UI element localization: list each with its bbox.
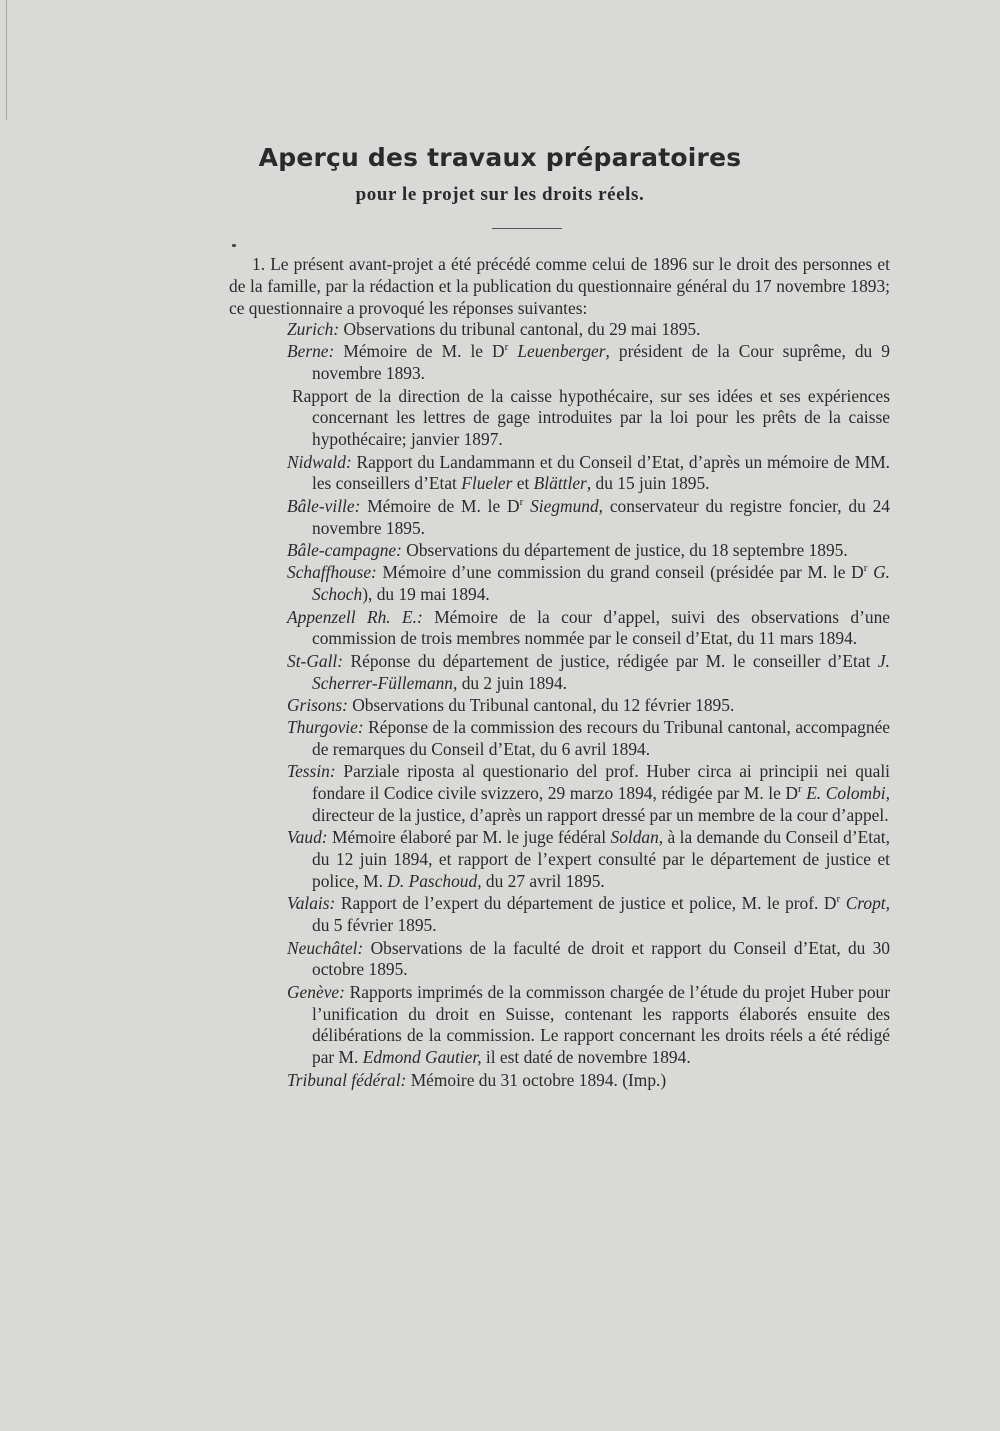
responses-list (287, 319, 890, 1092)
entry-text: Rapport du Landammann et du Conseil d’Etat, d’après un mémoire de MM. les conseillers d’Etat (312, 451, 891, 494)
canton-label: Neuchâtel: (287, 937, 364, 958)
entry-text: Mémoire d’une commission du grand conseil (présidée par M. le D (382, 562, 864, 583)
canton-label: Nidwald: (287, 451, 352, 472)
entry-text: directeur de la justice, d’après un rapport dressé par un membre de la cour d’appel. (312, 805, 889, 826)
entry-text (508, 341, 517, 361)
canton-label: Valais: (287, 893, 336, 914)
entry-text: Observations du tribunal cantonal, du 29 mai 1895. (343, 319, 701, 339)
person-name: J. Scherrer-Füllemann, (312, 650, 890, 693)
response-entry (287, 540, 890, 562)
response-entry (287, 893, 890, 937)
entry-text: Réponse du département de justice, rédigée par M. le conseiller d’Etat (350, 650, 878, 671)
entry-text: , du 15 juin 1895. (586, 473, 710, 494)
document-title: Aperçu des travaux préparatoires (258, 143, 742, 172)
response-entry (287, 717, 890, 761)
entry-text: il est daté de novembre 1894. (481, 1047, 691, 1068)
entry-text: Parziale riposta al questionario del prof. Huber circa ai principii nei quali fondare il Codice civile svizzero, 29 marzo 1894, rédigée par M. le D (312, 761, 890, 804)
entry-text: Mémoire de M. le D (367, 495, 520, 516)
canton-label: Appenzell Rh. E.: (287, 606, 423, 627)
print-speck (232, 244, 236, 247)
person-name: E. Colombi, (806, 783, 890, 804)
canton-label: Schaffhouse: (287, 562, 377, 583)
canton-label: Zurich: (287, 319, 340, 339)
entry-text: ), du 19 mai 1894. (362, 584, 490, 605)
entry-text: à la demande du Conseil d’Etat, du 12 juin 1894, et rapport de l’expert consulté par le département de justice et police, M. (312, 827, 890, 892)
page-edge-mark (6, 0, 7, 120)
person-name: Leuenberger (517, 341, 606, 362)
response-entry (287, 1070, 890, 1092)
title-divider (492, 228, 562, 229)
response-entry (287, 982, 890, 1069)
entry-text: du 2 juin 1894. (457, 672, 568, 693)
entry-text: Observations du département de justice, du 18 septembre 1895. (406, 539, 848, 560)
canton-label: Bâle-ville: (287, 495, 361, 516)
canton-label: Berne: (287, 341, 335, 362)
document-subtitle: pour le projet sur les droits réels. (355, 184, 645, 205)
entry-text: Observations de la faculté de droit et rapport du Conseil d’Etat, du 30 octobre 1895. (312, 937, 891, 980)
entry-text: Mémoire de la cour d’appel, suivi des observations d’une commission de trois membres nommée par le conseil d’Etat, du 11 mars 1894. (312, 606, 891, 649)
intro-paragraph (229, 253, 890, 319)
person-name: Siegmund, (530, 495, 604, 516)
person-name: Soldan, (610, 827, 664, 848)
response-entry (287, 386, 890, 451)
intro-text: Le présent avant-projet a été précédé comme celui de 1896 sur le droit des personnes et de la famille, par la rédaction et la publication du questionnaire général du 17 novembre 1893; ce questionnaire a provoqué les réponses suivantes: (229, 254, 890, 318)
canton-label: Vaud: (287, 827, 328, 848)
person-name: G. Schoch (312, 562, 890, 605)
title-superscript: r (863, 562, 868, 575)
response-entry (287, 496, 890, 540)
response-entry (287, 562, 890, 606)
canton-label: Genève: (287, 981, 345, 1002)
entry-text: Réponse de la commission des recours du Tribunal cantonal, accompagnée de remarques du Conseil d’Etat, du 6 avril 1894. (312, 717, 891, 760)
entry-text: Rapport de la direction de la caisse hypothécaire, sur ses idées et ses expériences concernant les lettres de gage introduites par la loi pour les prêts de la caisse hypothécaire; janvier 1897. (292, 385, 890, 450)
person-name: Cropt, (845, 893, 890, 914)
person-name: D. Paschoud, (387, 871, 482, 892)
entry-text: du 5 février 1895. (312, 915, 437, 936)
canton-label: Grisons: (287, 694, 348, 715)
entry-text: Mémoire élaboré par M. le juge fédéral (331, 827, 611, 848)
entry-text: Rapports imprimés de la commisson chargée de l’étude du projet Huber pour l’unification du droit en Suisse, contenant les rapports élaborés ensuite des délibérations de la commission. Le rapport concernant les droits réels a été rédigé par M. (312, 981, 890, 1068)
response-entry (287, 695, 890, 717)
title-superscript: r (504, 341, 509, 354)
person-name: Flueler (461, 473, 513, 494)
canton-label: St-Gall: (287, 650, 344, 671)
canton-label: Thurgovie: (287, 717, 364, 738)
entry-text: Mémoire de M. le D (343, 341, 505, 362)
person-name: Blättler (533, 473, 587, 494)
person-name: Edmond Gautier, (362, 1047, 482, 1068)
entry-text: et (512, 473, 534, 494)
response-entry (287, 827, 890, 892)
response-entry (287, 319, 890, 341)
canton-label: Tribunal fédéral: (287, 1069, 407, 1090)
paragraph-number: 1. (252, 254, 266, 274)
entry-text: , président de la Cour suprême, du 9 novembre 1893. (312, 341, 890, 384)
entry-text: Observations du Tribunal cantonal, du 12 février 1895. (352, 694, 735, 715)
response-entry (287, 938, 890, 982)
title-superscript: r (836, 893, 841, 906)
response-entry (287, 607, 890, 651)
entry-text: Rapport de l’expert du département de justice et police, M. le prof. D (340, 893, 837, 914)
entry-text: conservateur du registre foncier, du 24 novembre 1895. (312, 495, 890, 538)
canton-label: Bâle-campagne: (287, 539, 402, 560)
entry-text: du 27 avril 1895. (481, 871, 605, 892)
response-entry (287, 651, 890, 695)
response-entry (287, 341, 890, 385)
title-superscript: r (519, 495, 524, 508)
entry-text: Mémoire du 31 octobre 1894. (Imp.) (410, 1069, 667, 1090)
title-superscript: r (797, 783, 802, 796)
response-entry (287, 761, 890, 826)
response-entry (287, 452, 890, 496)
canton-label: Tessin: (287, 761, 336, 782)
